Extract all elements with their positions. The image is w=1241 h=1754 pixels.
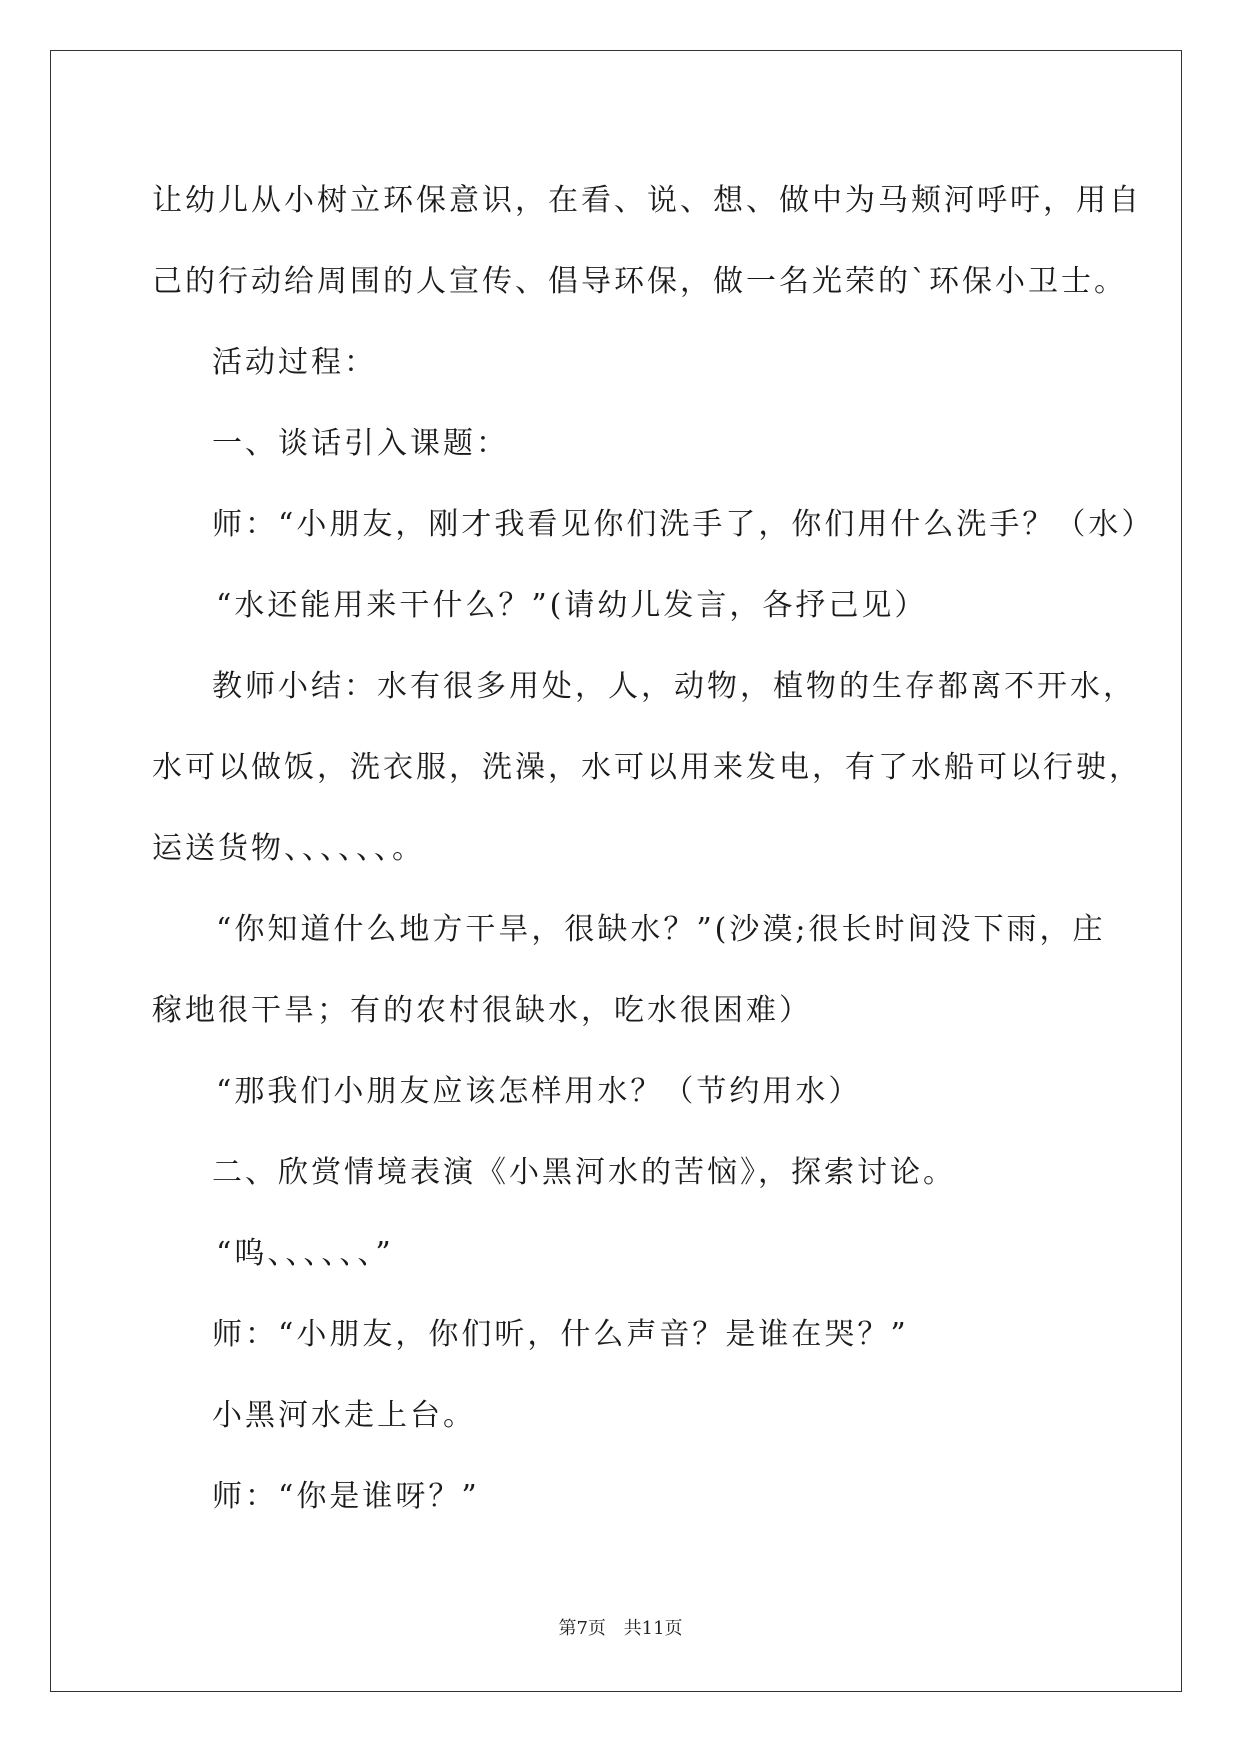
paragraph: 师：“小朋友，你们听，什么声音？是谁在哭？” [212, 1317, 909, 1352]
paragraph: “那我们小朋友应该怎样用水？（节约用水） [216, 1074, 862, 1109]
paragraph: “你知道什么地方干旱，很缺水？”(沙漠;很长时间没下雨，庄 [216, 912, 1106, 947]
paragraph: 教师小结：水有很多用处，人，动物，植物的生存都离不开水， [212, 669, 1136, 704]
paragraph: 师：“小朋友，刚才我看见你们洗手了，你们用什么洗手？（水） [212, 507, 1155, 542]
paragraph: 让幼儿从小树立环保意识，在看、说、想、做中为马颊河呼吁，用自 [152, 183, 1142, 218]
page-number: 第7页 [558, 1618, 606, 1639]
section-heading: 一、谈话引入课题： [212, 426, 509, 461]
paragraph: 活动过程： [212, 345, 377, 380]
paragraph: 水可以做饭，洗衣服，洗澡，水可以用来发电，有了水船可以行驶， [152, 750, 1142, 785]
section-heading: 二、欣赏情境表演《小黑河水的苦恼》，探索讨论。 [212, 1155, 956, 1190]
page-total: 共11页 [623, 1618, 683, 1639]
paragraph: “水还能用来干什么？”(请幼儿发言，各抒己见） [216, 588, 928, 623]
document-body [152, 160, 1155, 1537]
paragraph: “呜、、、、、、” [216, 1236, 394, 1271]
page-footer [0, 1614, 1241, 1640]
paragraph: 稼地很干旱；有的农村很缺水，吃水很困难） [152, 993, 812, 1028]
paragraph: 小黑河水走上台。 [212, 1398, 476, 1433]
paragraph: 运送货物、、、、、、。 [152, 831, 425, 866]
paragraph: 己的行动给周围的人宣传、倡导环保，做一名光荣的`环保小卫士。 [152, 264, 1127, 299]
paragraph: 师：“你是谁呀？” [212, 1479, 480, 1514]
